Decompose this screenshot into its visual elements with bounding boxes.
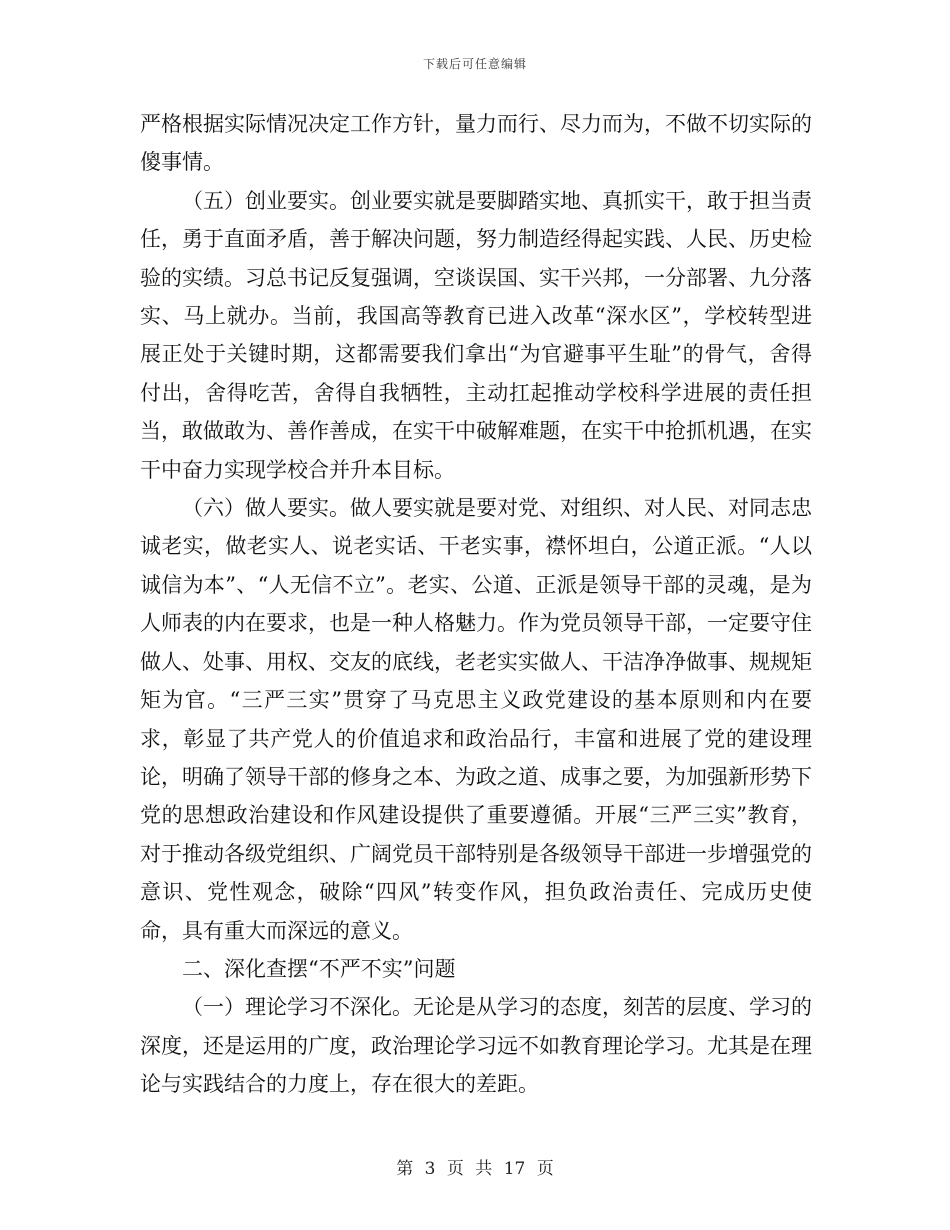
- paragraph-conduct: （六）做人要实。做人要实就是要对党、对组织、对人民、对同志忠诚老实，做老实人、说老实话、干老实事，襟怀坦白，公道正派。“人以诚信为本”、“人无信不立”。老实、公道、正派是领导干部的灵魂，是为人师表的内在要求，也是一种人格魅力。作为党员领导干部，一定要守住做人、处事、用权、交友的底线，老老实实做人、干洁净净做事、规规矩矩为官。“三严三实”贯穿了马克思主义政党建设的基本原则和内在要求，彰显了共产党人的价值追求和政治品行，丰富和进展了党的建设理论，明确了领导干部的修身之本、为政之道、成事之要，为加强新形势下党的思想政治建设和作风建设提供了重要遵循。开展“三严三实”教育，对于推动各级党组织、广阔党员干部特别是各级领导干部进一步增强党的意识、党性观念，破除“四风”转变作风，担负政治责任、完成历史使命，具有重大而深远的意义。: [140, 496, 812, 943]
- page-header-note: 下载后可任意编辑: [422, 57, 527, 71]
- paragraph-continuation: 严格根据实际情况决定工作方针，量力而行、尽力而为，不做不切实际的傻事情。: [140, 112, 812, 175]
- paragraph-entrepreneurship: （五）创业要实。创业要实就是要脚踏实地、真抓实干，敢于担当责任，勇于直面矛盾，善于解决问题，努力制造经得起实践、人民、历史检验的实绩。习总书记反复强调，空谈误国、实干兴邦，一分部署、九分落实、马上就办。当前，我国高等教育已进入改革“深水区”，学校转型进展正处于关键时期，这都需要我们拿出“为官避事平生耻”的骨气，舍得付出，舍得吃苦，舍得自我牺牲，主动扛起推动学校科学进展的责任担当，敢做敢为、善作善成，在实干中破解难题，在实干中抢抓机遇，在实干中奋力实现学校合并升本目标。: [140, 188, 812, 482]
- document-body: [140, 105, 812, 1104]
- paragraph-theory-study: （一）理论学习不深化。无论是从学习的态度，刻苦的层度、学习的深度，还是运用的广度，政治理论学习远不如教育理论学习。尤其是在理论与实践结合的力度上，存在很大的差距。: [140, 995, 812, 1097]
- section-heading: 二、深化查摆“不严不实”问题: [182, 956, 456, 981]
- page-number: 第 3 页 共 17 页: [396, 1159, 554, 1179]
